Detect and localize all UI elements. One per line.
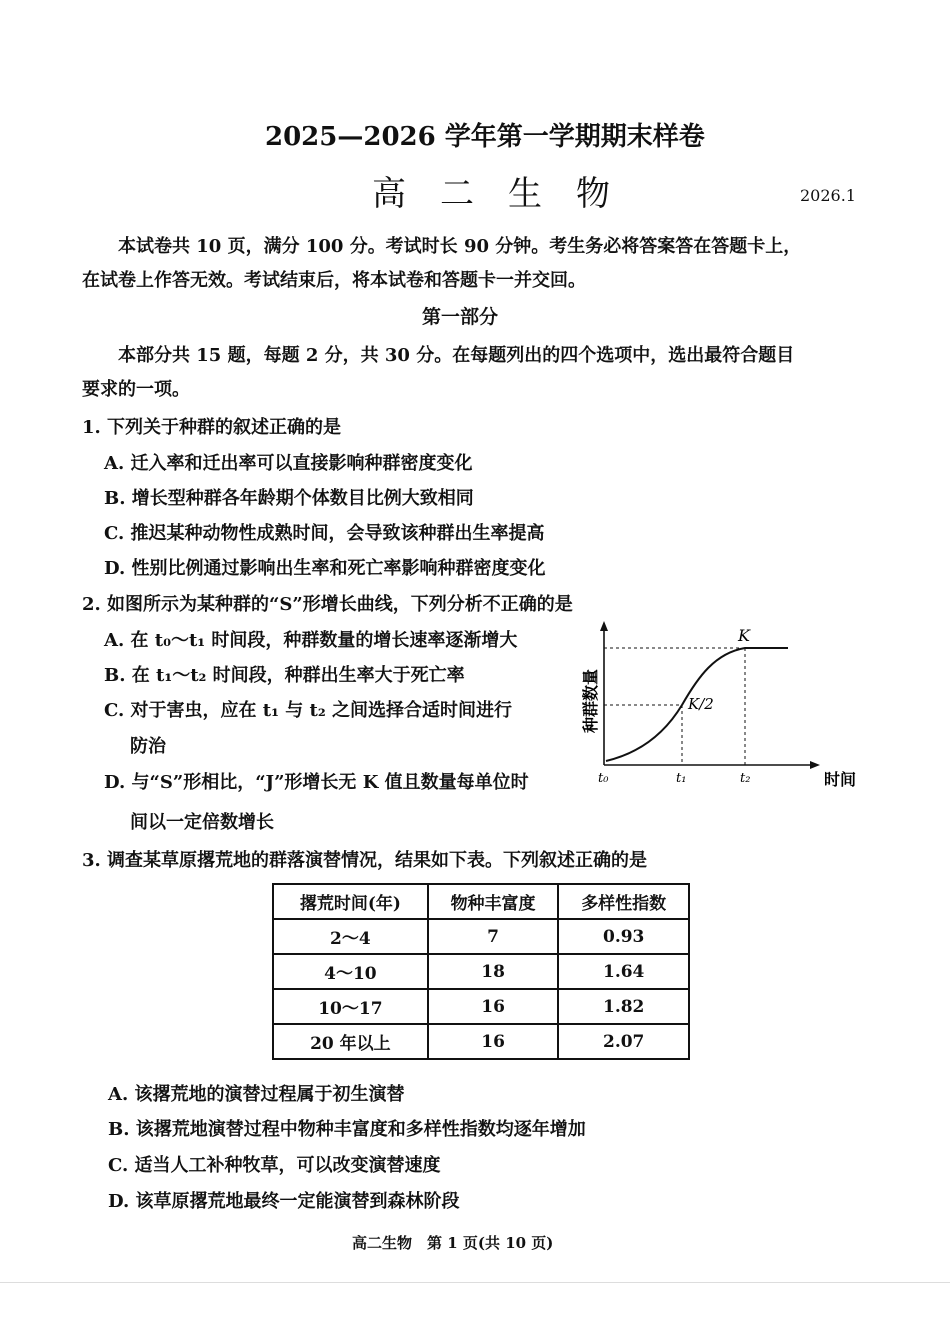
instructions-line-1: 本试卷共 10 页，满分 100 分。考试时长 90 分钟。考生务必将答案答在答题卡上，	[118, 236, 802, 257]
table-cell: 7	[428, 919, 559, 954]
question-3-stem: 3. 调查某草原撂荒地的群落演替情况，结果如下表。下列叙述正确的是	[82, 850, 648, 871]
table-row	[273, 1024, 689, 1059]
table-cell: 4～10	[273, 954, 428, 989]
x-axis-label: 时间	[824, 770, 857, 789]
page-bottom-divider	[0, 1282, 950, 1283]
question-3-option-a: A. 该撂荒地的演替过程属于初生演替	[108, 1084, 405, 1105]
question-3-option-b: B. 该撂荒地演替过程中物种丰富度和多样性指数均逐年增加	[108, 1119, 586, 1140]
table-cell: 0.93	[558, 919, 689, 954]
table-row	[273, 919, 689, 954]
x-tick-t2: t₂	[740, 771, 751, 786]
part-heading: 第一部分	[422, 306, 499, 328]
question-2-option-b: B. 在 t₁～t₂ 时间段，种群出生率大于死亡率	[104, 665, 465, 686]
table-cell: 16	[428, 1024, 559, 1059]
table-cell: 1.82	[558, 989, 689, 1024]
s-curve-chart	[570, 615, 870, 795]
question-2-stem: 2. 如图所示为某种群的“S”形增长曲线，下列分析不正确的是	[82, 594, 573, 615]
question-1-option-b: B. 增长型种群各年龄期个体数目比例大致相同	[104, 488, 474, 509]
question-3-option-c: C. 适当人工补种牧草，可以改变演替速度	[108, 1155, 441, 1176]
table-cell: 18	[428, 954, 559, 989]
page-footer: 高二生物 第 1 页(共 10 页)	[352, 1234, 554, 1252]
table-header-row	[273, 884, 689, 919]
question-2-option-a: A. 在 t₀～t₁ 时间段，种群数量的增长速率逐渐增大	[104, 630, 518, 651]
instructions-line-2: 在试卷上作答无效。考试结束后，将本试卷和答题卡一并交回。	[82, 270, 586, 291]
table-header: 多样性指数	[558, 884, 689, 919]
y-axis-label: 种群数量	[581, 668, 600, 733]
y-axis-arrow	[600, 621, 608, 631]
table-cell: 10～17	[273, 989, 428, 1024]
table-row	[273, 954, 689, 989]
table-cell: 1.64	[558, 954, 689, 989]
question-2-option-c: C. 对于害虫，应在 t₁ 与 t₂ 之间选择合适时间进行	[104, 700, 513, 721]
question-1-option-c: C. 推迟某种动物性成熟时间，会导致该种群出生率提高	[104, 523, 545, 544]
question-3-option-d: D. 该草原撂荒地最终一定能演替到森林阶段	[108, 1191, 460, 1212]
subject-title: 高二生物	[372, 174, 644, 214]
question-1-option-d: D. 性别比例通过影响出生率和死亡率影响种群密度变化	[104, 558, 546, 579]
question-2-option-d: D. 与“S”形相比，“J”形增长无 K 值且数量每单位时	[104, 772, 529, 793]
table-header: 撂荒时间(年)	[273, 884, 428, 919]
question-2-option-d-cont: 间以一定倍数增长	[130, 812, 274, 833]
x-tick-t0: t₀	[598, 771, 609, 786]
table-row	[273, 989, 689, 1024]
question-1-stem: 1. 下列关于种群的叙述正确的是	[82, 417, 342, 438]
k-half-label: K/2	[688, 695, 714, 713]
x-tick-t1: t₁	[676, 771, 687, 786]
k-label: K	[738, 626, 750, 645]
part-intro-line-1: 本部分共 15 题，每题 2 分，共 30 分。在每题列出的四个选项中，选出最符合题目	[118, 345, 795, 366]
exam-date: 2026.1	[800, 186, 856, 205]
table-cell: 2.07	[558, 1024, 689, 1059]
table-cell: 20 年以上	[273, 1024, 428, 1059]
succession-table	[272, 883, 690, 1060]
question-1-option-a: A. 迁入率和迁出率可以直接影响种群密度变化	[104, 453, 473, 474]
table-cell: 2～4	[273, 919, 428, 954]
table-cell: 16	[428, 989, 559, 1024]
part-intro-line-2: 要求的一项。	[82, 379, 190, 400]
table-header: 物种丰富度	[428, 884, 559, 919]
question-2-option-c-cont: 防治	[130, 736, 166, 757]
x-axis-arrow	[810, 761, 820, 769]
exam-title: 2025—2026 学年第一学期期末样卷	[265, 122, 705, 152]
